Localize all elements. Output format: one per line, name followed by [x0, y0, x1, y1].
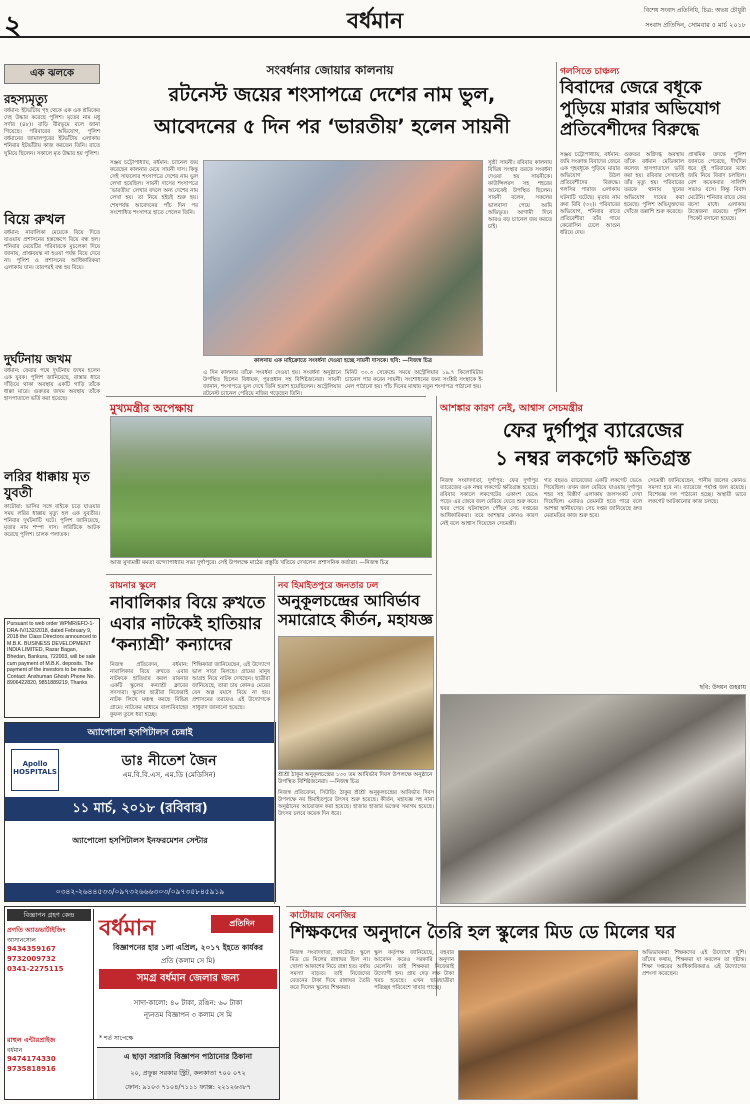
footer-line-2: ২০, প্রফুল্ল সরকার স্ট্রিট, কলকাতা ৭০০ ০৭২ — [130, 1069, 246, 1077]
classified-banner: সমগ্র বর্ধমান জেলার জন্য — [99, 969, 277, 989]
cm-caption: আজ মুখ্যমন্ত্রী মমতা বন্দ্যোপাধ্যায় সভা দুর্গাপুরে। সেই উপলক্ষে মাঠের প্রস্তুতি খতিয়ে দেখলেন প্রশাসনিক কর্তারা। —নিজস্ব চিত্র — [110, 560, 389, 566]
price-1: সাদা-কালো: ৪০ টাকা, রঙিন: ৬০ টাকা — [133, 999, 243, 1007]
rate-line: বিজ্ঞাপনের হার ১লা এপ্রিল, ২০১৭ ইহতে কার্যকর — [113, 943, 263, 952]
marriage-body-2: শিক্ষিকারা জানিয়েছেন, এই উদ্যোগে ভাল সাড়া মিলছে। গ্রামের মানুষ আগ্রহ নিয়ে নাটক দেখছেন। ছাত্রীরা জানিয়েছে, তারা চায় কোনও মেয়ের যেন অল্প বয়সে বিয়ে না হয়। প্রশাসনের তরফেও এই উদ্যোগকে সাধুবাদ জানানো হয়েছে। — [192, 662, 270, 711]
footer-line-1: এ ছাড়া সরাসরি বিজ্ঞাপন পাঠানোর ঠিকানা — [123, 1052, 253, 1061]
quick-news-body: বর্ধমান: ফেরার পথে দুর্ঘটনায় জখম হলেন এক যুবক। পুলিশ জানিয়েছে, রাস্তার ধারে দাঁড়িয়ে থাকা অবস্থায় একটি গাড়ি তাঁকে ধাক্কা মারে। গুরুতর জখম অবস্থায় তাঁকে হাসপাতালে ভর্তি করা হয়েছে। — [4, 368, 100, 403]
agent-1-phone: 0341-2275115 — [7, 965, 64, 973]
rate-sub: প্রতি (কলাম সে মি) — [160, 957, 215, 965]
apollo-date: ১১ মার্চ, ২০১৮ (রবিবার) — [5, 797, 275, 821]
agent-1-name: প্রগতি অ্যাডভার্টাইজিং — [7, 926, 66, 934]
durgapur-headline-1: ফের দুর্গাপুর ব্যারেজের — [502, 418, 684, 442]
agent-2-place: বর্ধমান — [7, 1047, 23, 1054]
cm-kicker: মুখ্যমন্ত্রীর অপেক্ষায় — [110, 402, 194, 415]
durgapur-headline-2: ১ নম্বর লকগেট ক্ষতিগ্রস্ত — [495, 446, 691, 470]
footer-line-3: ফোন: ৯১০৩ ৭১০৪/৭১১১ ফ্যাক্স: ২২১২৬৩৮৭ — [125, 1083, 251, 1091]
midday-photo — [458, 950, 638, 1100]
agent-1-place: আসানসোল — [7, 937, 36, 944]
masthead-credit: বিশেষ সংবাদ প্রতিনিধি, চিত্র: অভয় চৌধুরী — [644, 7, 746, 14]
page-number: ২ — [4, 9, 23, 42]
pratidin-logo: প্রতিদিন — [211, 915, 273, 933]
right-body-2: গুরুতর অগ্নিদগ্ধ অবস্থায় তাঁকে বর্ধমান মেডিক্যাল কলেজ হাসপাতালে ভর্তি করা হয়। রবিবার সেখানেই তাঁর মৃত্যু হয়। পরিবারের তরফে থানায় খুনের অভিযোগ দায়ের করা হয়েছে। পুলিশ অভিযুক্তদের খোঁজে তল্লাশি শুরু করেছে। — [624, 152, 684, 215]
quick-news-body: কাটোয়া: ভাসির সঙ্গে বাইকে চড়ে যাওয়ার সময় লরির ধাক্কায় মৃত্যু হল এক যুবতীর। শনিবার দুর্ঘটনাটি ঘটে। পুলিশ জানিয়েছে, মৃতার নাম শম্পা দাস। লরিটিকে আটক করেছে পুলিশ। চালক পলাতক। — [4, 504, 100, 539]
masthead — [0, 0, 750, 42]
quick-news-item — [4, 352, 100, 458]
marriage-body-1: নিজস্ব প্রতিবেদন, বর্ধমান: নাবালিকার বিয়ে রুখতে এবার নাটককে হাতিয়ার করল রায়নার একটি স্কুলের কন্যাশ্রী ক্লাবের সদস্যরা। স্কুলের ছাত্রীরা নিজেরাই নাটক লিখে মঞ্চস্থ করছে বিভিন্ন গ্রামে। নাটকের মাধ্যমে বাল্যবিবাহের কুফল তুলে ধরা হচ্ছে। — [110, 662, 188, 718]
right-kicker: গলসিতে চাঞ্চল্য — [560, 67, 620, 77]
masthead-title: বর্ধমান — [346, 9, 404, 34]
lead-body-4: সুশ্রী সায়নী। রবিবার কালনায় বিভিন্ন সংস্থার তরফে সংবর্ধনা দেওয়া হয় সায়নীকে। কাউন্সিলরস সহ শহরের অনেকেই উপস্থিত ছিলেন। সায়নী বলেন, সকলের ভালবাসা পেয়ে আমি অভিভূত। আগামী দিনে আরও বড় চ্যানেল জয় করতে চাই। — [488, 160, 552, 230]
lead-caption: কালনায় এক মাইক্রোতে সংবর্ধনা দেওয়া হচ্ছে সায়নী দাসকে। ছবি: —নিজস্ব চিত্র — [253, 358, 433, 364]
public-notice-text: Pursuant to web order WPMR/EFD-1-DRA-IV/132/2018, dated February 9, 2018 the Class Directors announced to M.B.K. BUSINESS DEVELOPMENT INDIA LIMITED, Razar Bagan, Bhedan, Bankura, 722003, will be sale cum payment of M.B.K. deposits. The payment of the investors to be made. Contact: Anshuman Ghosh Phone No. 8906422820, 9851889219, Thanks — [7, 621, 97, 687]
apollo-center: অ্যাপোলো হসপিটালস ইনফরমেশন সেন্টার — [72, 836, 208, 845]
masthead-rule — [0, 36, 750, 38]
quick-news-tag-label: এক ঝলকে — [29, 68, 75, 79]
marriage-kicker: রায়নার স্কুলে — [110, 581, 156, 591]
lead-headline-2: আবেদনের ৫ দিন পর ‘ভারতীয়’ হলেন সায়নী — [154, 115, 510, 138]
kirtan-kicker: নব হিমাইতপুরে জনতার ঢল — [278, 581, 379, 591]
marriage-headline: নাবালিকার বিয়ে রুখতে এবার নাটকেই হাতিয়ার ‘কন্যাশ্রী’ কন্যাদের — [110, 593, 266, 654]
kirtan-body: নিজস্ব প্রতিবেদন, সিউড়ি: ঠাকুর শ্রীশ্রী অনুকূলচন্দ্রের আবির্ভাব দিবস উপলক্ষে নব হিমাইতপুরে উৎসব শুরু হয়েছে। কীর্তন, মহাযজ্ঞ সহ নানা অনুষ্ঠানের আয়োজন করা হয়েছে। হাজার হাজার ভক্তের সমাগম হয়েছে। উৎসব চলবে কয়েক দিন ধরে। — [278, 790, 434, 818]
quick-news-item — [4, 470, 100, 612]
quick-news-tag — [4, 64, 100, 84]
apollo-phone: ০৩৪২-২৬৪৪৫৩৩/০৯৭৩২৬৬৬৩০৩/০৯৭৩৫৮৪৫৯১৯ — [5, 883, 275, 901]
durgapur-credit: ছবি: উদয়ন গুহরায় — [699, 684, 746, 691]
quick-news-item — [4, 92, 100, 212]
quick-news-head: দুর্ঘটনায় জখম — [4, 352, 72, 366]
kirtan-headline: অনুকূলচন্দ্রের আবির্ভাব সমারোহে কীর্তন, মহাযজ্ঞ — [278, 592, 433, 629]
classified-title: বর্ধমান — [99, 916, 156, 941]
apollo-doctor: ডাঃ নীতেশ জৈন — [121, 753, 217, 769]
quick-news-head: লরির ধাক্কায় মৃত যুবতী — [4, 470, 90, 501]
midday-kicker: কাটোয়ায় বেনজির — [290, 911, 356, 921]
apollo-degree: এম.বি.বি.এস, এম.ডি (মেডিসিন) — [122, 771, 216, 779]
midday-body-1: নিজস্ব সংবাদদাতা, কাটোয়া: স্কুলে মিড ডে মিলের রান্নাঘর ছিল না। খোলা আকাশের নিচে রান্না হত। বর্ষায় সমস্যা বাড়ত। তাই নিজেদের বেতনের টাকা দিয়ে রান্নাঘর তৈরি করে দিলেন স্কুলের শিক্ষকরা। — [290, 950, 370, 992]
kirtan-caption: শ্রীশ্রী ঠাকুর অনুকূলচন্দ্রের ১৩০ তম আবির্ভাব দিবস উপলক্ষে অনুষ্ঠানে উপস্থিত বিশিষ্টজনেরা। —নিজস্ব চিত্র — [278, 772, 433, 785]
agent-2-name: রাহুল এন্টারপ্রাইজ — [7, 1036, 56, 1044]
durgapur-kicker: আশঙ্কার কারণ নেই, আশ্বাস সেচমন্ত্রীর — [440, 403, 583, 414]
classified-footnote: * শর্ত সাপেক্ষে — [99, 1035, 134, 1042]
kirtan-photo — [278, 636, 434, 770]
agent-2-phone: 9474174330 — [7, 1055, 56, 1063]
public-notice — [4, 618, 100, 718]
right-body-3: প্রাথমিক তদন্তে পুলিশ জানতে পেরেছে, দীর্ঘদিন ধরে দুই পরিবারের মধ্যে জমি নিয়ে বিবাদ চলছিল। বেশ কয়েকবার সালিশি সভাও বসে। কিন্তু বিবাদ মেটেনি। শনিবার রাতে ফের বচসা বাধে। এলাকায় উত্তেজনা রয়েছে। পুলিশ পিকেট বসানো হয়েছে। — [688, 152, 746, 222]
apollo-ad-top: অ্যাপোলো হসপিটালস চেন্নাই — [5, 723, 275, 743]
lead-body-1: সঞ্জয় চট্টোপাধ্যায়, বর্ধমান: চ্যানেল জয় করেছেন কালনার মেয়ে সায়নী দাস। কিন্তু সেই সাফল্যের শংসাপত্রে দেশের নাম ভুল লেখা হয়েছিল। সায়নী দাসের শংসাপত্রে ‘ভারতীয়’ লেখার বদলে অন্য দেশের নাম লেখা হয়। তা নিয়ে হইচই শুরু হয়। শেষপর্যন্ত আবেদনের পাঁচ দিন পর সংশোধিত শংসাপত্র হাতে পেলেন তিনি। — [110, 160, 198, 216]
agent-2-phone: 9735818916 — [7, 1065, 56, 1073]
lead-headline-1: রটনেস্ট জয়ের শংসাপত্রে দেশের নাম ভুল, — [168, 83, 496, 106]
classified-footer — [97, 1047, 279, 1099]
lead-body-3: মিনিট ৩০.৩ সেকেন্ডে সময়ে অস্ট্রেলিয়ার ১৯.৭ কিলোমিটার চ্যানেল পার করেন সায়নী। সংশোধনের জন্য সংশ্লিষ্ট সংস্থাকে ই-মেল পাঠানো হয়। পাঁচ দিনের মাথায় নতুন শংসাপত্র পাঠানো হয়। — [345, 370, 483, 391]
masthead-date: সংবাদ প্রতিদিন, সোমবার ৫ মার্চ ২০১৮ — [645, 21, 746, 29]
cm-photo — [110, 416, 432, 558]
durgapur-photo — [440, 694, 746, 904]
lead-body-2: এ দিন কালনায় তাঁকে সংবর্ধনা দেওয়া হয়। সংবর্ধনা অনুষ্ঠানে উপস্থিত ছিলেন বিধায়ক, পুরপ্রধান সহ বিশিষ্টজনেরা। সায়নী জানান, শংসাপত্রে ভুল দেখে তিনি হতাশ হয়েছিলেন। অস্ট্রেলিয়ার রটনেস্ট চ্যানেল পেরিয়ে নজির গড়েছেন তিনি। — [203, 370, 341, 398]
durgapur-body-1: নিজস্ব সংবাদদাতা, দুর্গাপুর: ফের দুর্গাপুর ব্যারেজের এক নম্বর লকগেট ক্ষতিগ্রস্ত হয়েছে। রবিবার সকালে লকগেটের একাংশ ভেঙে পড়ে। এর জেরে জল বেরিয়ে যেতে শুরু করে। খবর পেয়ে ঘটনাস্থলে পৌঁছন সেচ দপ্তরের আধিকারিকরা। তবে আশঙ্কার কোনও কারণ নেই বলে আশ্বাস দিয়েছেন সেচমন্ত্রী। — [440, 478, 538, 527]
midday-body-2: স্কুল কর্তৃপক্ষ জানিয়েছে, বহুবার আবেদন করেও সরকারি অনুদান মেলেনি। তাই শিক্ষকরা নিজেরাই উদ্যোগী হন। প্রায় দেড় লক্ষ টাকা খরচ হয়েছে। এখন ছাত্রছাত্রীরা পরিচ্ছন্ন পরিবেশে খাবার পাচ্ছে। — [374, 950, 454, 992]
agent-1-phone: 9434359167 — [7, 945, 56, 953]
classified-ad — [4, 906, 280, 1100]
lead-photo — [203, 160, 483, 356]
right-headline: বিবাদের জেরে বধূকে পুড়িয়ে মারার অভিযোগ প্রতিবেশীদের বিরুদ্ধে — [560, 78, 721, 140]
right-body-1: সঞ্জয় চট্টোপাধ্যায়, বর্ধমান: জমি সংক্রান্ত বিবাদের জেরে এক গৃহবধূকে পুড়িয়ে মারার অভিযোগ উঠল প্রতিবেশীদের বিরুদ্ধে। গলসির পারাজ এলাকায় ঘটনাটি ঘটেছে। মৃতার নাম রুমা বিবি (৩২)। পরিবারের অভিযোগ, শনিবার রাতে প্রতিবেশীরা তাঁর গায়ে কেরোসিন ঢেলে আগুন ধরিয়ে দেয়। — [560, 152, 620, 237]
quick-news-head: বিয়ে রুখল — [4, 212, 65, 228]
classified-header: বিজ্ঞাপন গ্রহণ কেন্দ্র — [7, 909, 91, 921]
midday-headline: শিক্ষকদের অনুদানে তৈরি হল স্কুলের মিড ডে মিলের ঘর — [290, 923, 676, 943]
price-2: ন্যূনতম বিজ্ঞাপন ৩ কলাম সে মি — [143, 1011, 233, 1019]
apollo-logo: Apollo HOSPITALS — [11, 749, 59, 791]
durgapur-body-2: গত বছরও ব্যারেজের একটি লকগেট ভেঙে গিয়েছিল। তখন জল বেরিয়ে যাওয়ায় দুর্গাপুর শহর সহ বিস্তীর্ণ এলাকায় জলসংকট দেখা দিয়েছিল। এবারও তেমনটা হতে পারে বলে আশঙ্কা স্থানীয়দের। সেচ দপ্তর জানিয়েছে দ্রুত মেরামতির কাজ শুরু হবে। — [544, 478, 642, 520]
agent-1-phone: 9732009732 — [7, 955, 56, 963]
quick-news-body: বর্ধমান: নাবালিকা মেয়েকে বিয়ে দিতে যাওয়ায় প্রশাসনের হস্তক্ষেপে বিয়ে বন্ধ হল। শনিবার মেয়েটির পরিবারকে মুচলেকা দিয়ে জানায়, প্রাপ্তবয়স্ক না হওয়া পর্যন্ত বিয়ে দেবে না। পুলিশ ও প্রশাসনের আধিকারিকরা এলাকায় যান। তারপরই বন্ধ হয় বিয়ে। — [4, 230, 100, 272]
quick-news-head: রহস্যমৃত্যু — [4, 92, 48, 106]
quick-news-item — [4, 212, 100, 360]
lead-kicker: সংবর্ধনার জোয়ার কালনায় — [266, 63, 394, 77]
midday-body-3: অভিভাবকরা শিক্ষকদের এই উদ্যোগে খুশি। তাঁদের কথায়, শিক্ষকরা যা করলেন তা দৃষ্টান্ত। শিক্ষা দপ্তরের আধিকারিকরাও এই উদ্যোগের প্রশংসা করেছেন। — [642, 950, 746, 978]
durgapur-body-3: সেচমন্ত্রী জানিয়েছেন, পানীয় জলের কোনও সমস্যা হবে না। ব্যারেজে পর্যাপ্ত জল রয়েছে। বিশেষজ্ঞ দল পাঠানো হচ্ছে। অস্থায়ী ভাবে লকগেট আটকানোর কাজ চলছে। — [648, 478, 746, 506]
quick-news-body: বর্ধমান: ইটভাঁটায় গৃহ থেকে এক এক শ্রমিকের দেহ উদ্ধার করেছে পুলিশ। মৃতের নাম মধু সর্দার (৪৮)। বাড়ি বীরভূমে বলে জানা গিয়েছে। পরিবারের অভিযোগ, পুলিশ বর্ধমানের জামালপুরের ইটভাঁটায় এলাকায় শনিবার ইটভাঁটায় কাজ করতেন তিনি। রাতে ঘুমিয়ে ছিলেন। সকালে মৃত উদ্ধার হয় পুলিশ। — [4, 108, 100, 157]
